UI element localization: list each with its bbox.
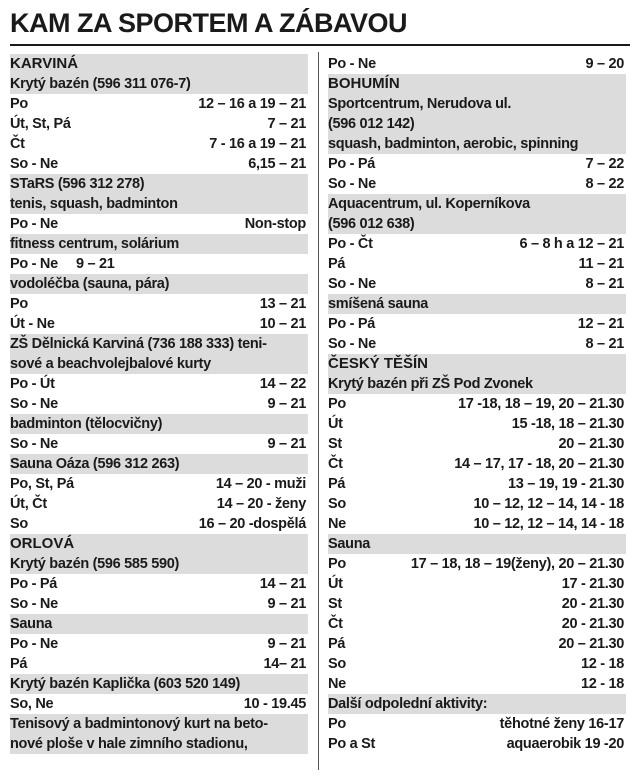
schedule-row [328, 614, 626, 634]
hours-value: 10 – 12, 12 – 14, 14 - 18 [473, 516, 624, 532]
day-label: St [328, 436, 342, 452]
left-column [10, 54, 308, 754]
schedule-row [10, 134, 308, 154]
city-heading [328, 354, 626, 374]
text-text: squash, badminton, aerobic, spinning [328, 136, 579, 152]
schedule-row [10, 594, 308, 614]
day-label: So - Ne [10, 596, 58, 612]
hours-value: 9 – 21 [267, 436, 306, 452]
schedule-row [328, 574, 626, 594]
hours-value: 7 – 21 [267, 116, 306, 132]
activity-line [328, 294, 626, 314]
venue-text: sové a beachvolejbalové kurty [10, 356, 211, 372]
day-label: Út - Ne [10, 316, 55, 332]
day-label: So - Ne [328, 336, 376, 352]
day-label: Po - Pá [328, 316, 376, 332]
hours-value: 20 – 21.30 [558, 436, 624, 452]
day-label: Po [328, 716, 346, 732]
venue-text: (596 012 142) [328, 116, 415, 132]
hours-value: 9 – 21 [76, 256, 115, 272]
schedule-row [328, 734, 626, 754]
venue-text: Krytý bazén Kaplička (603 520 149) [10, 676, 240, 692]
hours-value: 8 – 22 [585, 176, 624, 192]
day-label: So - Ne [10, 156, 58, 172]
venue-heading [10, 74, 308, 94]
schedule-row [10, 294, 308, 314]
venue-text: (596 012 638) [328, 216, 415, 232]
hours-value: 7 – 22 [585, 156, 624, 172]
venue-text: Krytý bazén (596 585 590) [10, 556, 180, 572]
schedule-row [10, 394, 308, 414]
hours-value: 9 – 20 [585, 56, 624, 72]
activity-line [10, 194, 308, 214]
hours-value: 13 – 21 [259, 296, 306, 312]
venue-heading [328, 694, 626, 714]
text-text: Sauna [328, 536, 371, 552]
day-label: So [328, 656, 346, 672]
hours-value: 14 – 20 - ženy [216, 496, 306, 512]
venue-text: Krytý bazén při ZŠ Pod Zvonek [328, 376, 533, 392]
hours-value: 8 – 21 [585, 336, 624, 352]
day-label: Po [10, 96, 28, 112]
activity-line [328, 134, 626, 154]
hours-value: 6,15 – 21 [248, 156, 306, 172]
day-label: Po - Pá [10, 576, 58, 592]
schedule-row [10, 474, 308, 494]
hours-value: 20 – 21.30 [558, 636, 624, 652]
venue-heading [10, 174, 308, 194]
venue-text: Sportcentrum, Nerudova ul. [328, 96, 512, 112]
section-text: KARVINÁ [10, 55, 79, 72]
day-label: Pá [328, 256, 346, 272]
day-label: Út, Čt [10, 496, 47, 512]
day-label: Pá [328, 636, 346, 652]
hours-value: 17 – 18, 18 – 19(ženy), 20 – 21.30 [410, 556, 624, 572]
hours-value: 8 – 21 [585, 276, 624, 292]
schedule-row [10, 374, 308, 394]
day-label: Po [10, 296, 28, 312]
text-text: nové ploše v hale zimního stadionu, [10, 736, 248, 752]
schedule-row [328, 654, 626, 674]
day-label: St [328, 596, 342, 612]
day-label: Po - Ne [10, 216, 58, 232]
schedule-row [328, 474, 626, 494]
schedule-row [328, 174, 626, 194]
venue-heading [10, 554, 308, 574]
hours-value: 10 - 19.45 [243, 696, 306, 712]
day-label: So - Ne [328, 276, 376, 292]
day-label: Čt [10, 136, 25, 152]
schedule-row [10, 214, 308, 234]
schedule-row [10, 654, 308, 674]
day-label: Ne [328, 676, 346, 692]
right-column [328, 54, 626, 754]
schedule-row [328, 334, 626, 354]
text-text: tenis, squash, badminton [10, 196, 178, 212]
day-label: Po - Čt [328, 236, 373, 252]
day-label: So [10, 516, 28, 532]
schedule-row [328, 54, 626, 74]
schedule-row [328, 254, 626, 274]
day-label: Út [328, 576, 343, 592]
venue-text: STaRS (596 312 278) [10, 176, 145, 192]
day-label: Út, St, Pá [10, 116, 71, 132]
venue-heading [328, 374, 626, 394]
venue-text: Další odpolední aktivity: [328, 696, 488, 712]
text-text: smíšená sauna [328, 296, 429, 312]
day-label: So - Ne [10, 396, 58, 412]
hours-value: 12 - 18 [580, 656, 624, 672]
day-label: Po [328, 556, 346, 572]
day-label: Po, St, Pá [10, 476, 74, 492]
city-heading [10, 54, 308, 74]
hours-value: 14– 21 [263, 656, 306, 672]
venue-heading [10, 334, 308, 354]
venue-heading [328, 214, 626, 234]
schedule-row [10, 434, 308, 454]
column-divider [318, 52, 319, 770]
schedule-row [10, 574, 308, 594]
day-label: Po a St [328, 736, 376, 752]
venue-heading [328, 94, 626, 114]
activity-line [328, 534, 626, 554]
schedule-row [328, 454, 626, 474]
hours-value: 14 – 20 - muži [215, 476, 306, 492]
venue-heading [328, 194, 626, 214]
schedule-row [328, 274, 626, 294]
venue-text: ZŠ Dělnická Karviná (736 188 333) teni- [10, 336, 267, 352]
activity-line [10, 614, 308, 634]
day-label: Út [328, 416, 343, 432]
text-text: Sauna [10, 616, 53, 632]
city-heading [328, 74, 626, 94]
schedule-row [328, 714, 626, 734]
hours-value: Non-stop [244, 216, 306, 232]
schedule-row [328, 554, 626, 574]
venue-heading [10, 354, 308, 374]
day-label: Po - Pá [328, 156, 376, 172]
schedule-row [10, 114, 308, 134]
section-text: BOHUMÍN [328, 75, 400, 92]
hours-value: 13 – 19, 19 - 21.30 [507, 476, 624, 492]
activity-line [10, 734, 308, 754]
hours-value: 7 - 16 a 19 – 21 [209, 136, 306, 152]
day-label: So - Ne [10, 436, 58, 452]
text-text: Tenisový a badmintonový kurt na beto- [10, 716, 268, 732]
hours-value: 16 – 20 -dospělá [198, 516, 306, 532]
hours-value: 6 – 8 h a 12 – 21 [519, 236, 624, 252]
day-label: Po - Ne [10, 636, 58, 652]
activity-line [10, 274, 308, 294]
hours-value: těhotné ženy 16-17 [499, 716, 624, 732]
schedule-row [328, 514, 626, 534]
day-label: So, Ne [10, 696, 54, 712]
text-text: vodoléčba (sauna, pára) [10, 276, 170, 292]
city-heading [10, 534, 308, 554]
hours-value: 12 - 18 [580, 676, 624, 692]
hours-value: 14 – 21 [259, 576, 306, 592]
schedule-row [10, 94, 308, 114]
section-text: ČESKÝ TĚŠÍN [328, 355, 429, 372]
schedule-row [328, 234, 626, 254]
venue-heading [10, 454, 308, 474]
schedule-row [328, 674, 626, 694]
hours-value: 17 -18, 18 – 19, 20 – 21.30 [457, 396, 624, 412]
hours-value: 15 -18, 18 – 21.30 [511, 416, 624, 432]
day-label: Čt [328, 456, 343, 472]
section-text: ORLOVÁ [10, 535, 75, 552]
activity-line [10, 414, 308, 434]
venue-text: Aquacentrum, ul. Koperníkova [328, 196, 530, 212]
day-label: Po - Út [10, 376, 55, 392]
hours-value: aquaerobik 19 -20 [506, 736, 624, 752]
schedule-row [10, 494, 308, 514]
schedule-row [10, 634, 308, 654]
schedule-row [328, 494, 626, 514]
venue-heading [328, 114, 626, 134]
hours-value: 9 – 21 [267, 596, 306, 612]
schedule-row [328, 154, 626, 174]
day-label: So [328, 496, 346, 512]
hours-value: 12 – 16 a 19 – 21 [198, 96, 306, 112]
day-label: So - Ne [328, 176, 376, 192]
schedule-row [10, 154, 308, 174]
schedule-row [328, 394, 626, 414]
venue-text: Sauna Oáza (596 312 263) [10, 456, 180, 472]
hours-value: 17 - 21.30 [561, 576, 624, 592]
hours-value: 14 – 22 [259, 376, 306, 392]
hours-value: 9 – 21 [267, 396, 306, 412]
schedule-row [10, 314, 308, 334]
hours-value: 9 – 21 [267, 636, 306, 652]
day-label: Po - Ne [328, 56, 376, 72]
activity-line [10, 714, 308, 734]
hours-value: 10 – 12, 12 – 14, 14 - 18 [473, 496, 624, 512]
schedule-row [328, 634, 626, 654]
venue-heading [10, 674, 308, 694]
hours-value: 11 – 21 [578, 256, 624, 272]
day-label: Ne [328, 516, 346, 532]
schedule-row [10, 254, 308, 274]
schedule-row [328, 414, 626, 434]
hours-value: 20 - 21.30 [561, 596, 624, 612]
hours-value: 14 – 17, 17 - 18, 20 – 21.30 [454, 456, 624, 472]
schedule-row [10, 514, 308, 534]
day-label: Po [328, 396, 346, 412]
text-text: fitness centrum, solárium [10, 236, 179, 252]
hours-value: 10 – 21 [259, 316, 306, 332]
title-rule [10, 44, 630, 46]
page-title: KAM ZA SPORTEM A ZÁBAVOU [10, 8, 407, 38]
hours-value: 12 – 21 [577, 316, 624, 332]
schedule-row [328, 434, 626, 454]
text-text: badminton (tělocvičny) [10, 416, 163, 432]
day-label: Čt [328, 616, 343, 632]
schedule-row [328, 314, 626, 334]
schedule-row [328, 594, 626, 614]
hours-value: 20 - 21.30 [561, 616, 624, 632]
schedule-row [10, 694, 308, 714]
venue-text: Krytý bazén (596 311 076-7) [10, 76, 191, 92]
day-label: Pá [10, 656, 28, 672]
activity-line [10, 234, 308, 254]
day-label: Po - Ne [10, 256, 58, 272]
day-label: Pá [328, 476, 346, 492]
